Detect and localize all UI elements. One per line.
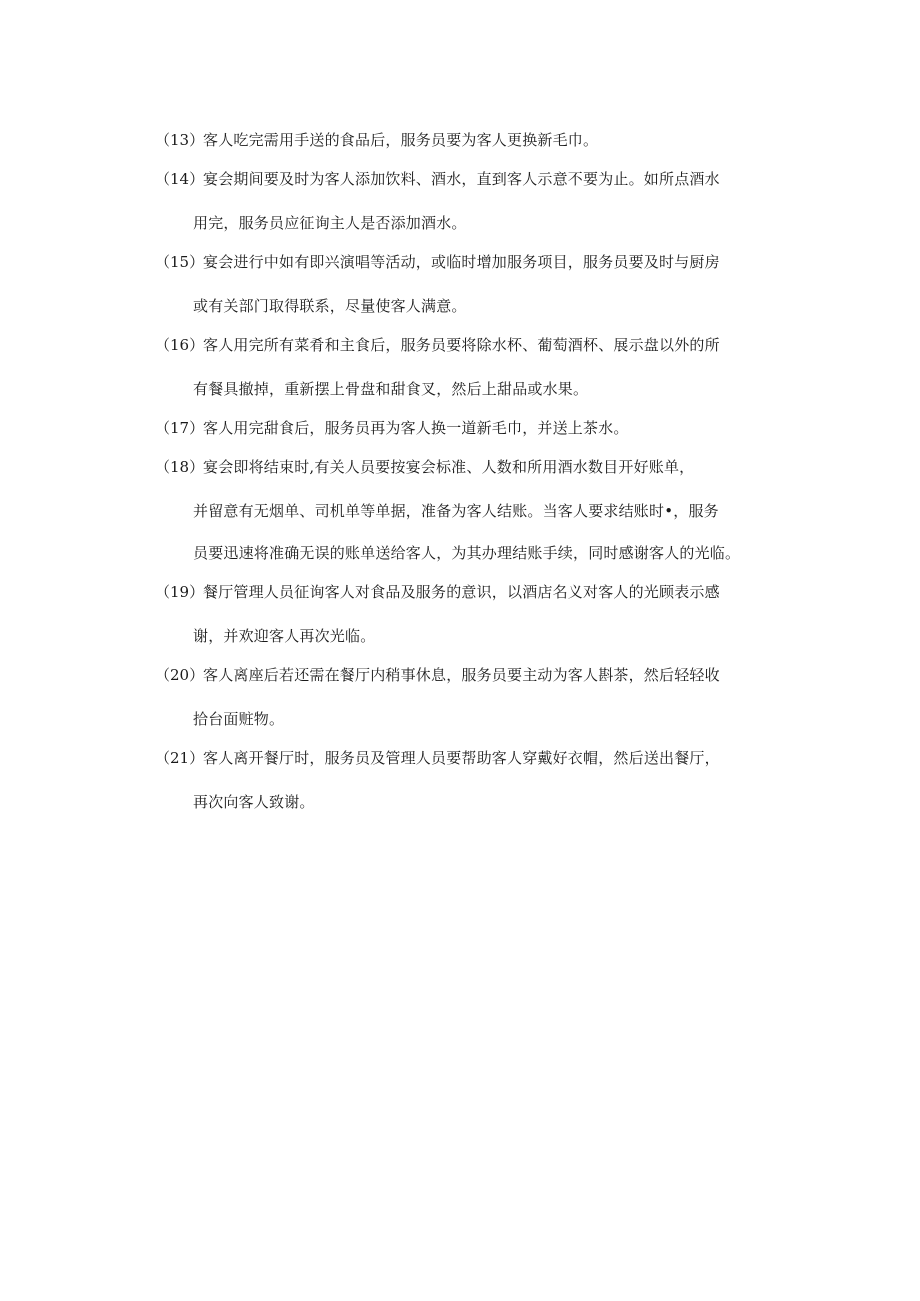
item-number: （20） [155, 666, 205, 684]
item-continuation-line: 有餐具撤掉，重新摆上骨盘和甜食叉，然后上甜品或水果。 [193, 380, 589, 398]
item-line [155, 661, 787, 689]
item-number: （15） [155, 253, 205, 271]
item-line [155, 744, 787, 772]
list-item-17 [155, 414, 787, 442]
item-line [155, 414, 787, 442]
item-text: 宴会期间要及时为客人添加饮料、酒水，直到客人示意不要为止。如所点酒水 [203, 170, 720, 188]
item-line [155, 453, 787, 481]
list-item-14 [155, 165, 787, 237]
item-line [155, 126, 787, 154]
item-continuation-line: 谢，并欢迎客人再次光临。 [193, 627, 376, 645]
item-line [155, 578, 787, 606]
list-item-15 [155, 248, 787, 320]
list-item-18 [155, 453, 787, 567]
item-text: 宴会即将结束时,有关人员要按宴会标准、人数和所用酒水数目开好账单， [203, 458, 695, 476]
item-line [155, 331, 787, 359]
item-continuation-line: 再次向客人致谢。 [193, 793, 315, 811]
item-text: 宴会进行中如有即兴演唱等活动，或临时增加服务项目，服务员要及时与厨房 [203, 253, 720, 271]
item-number: （17） [155, 419, 205, 437]
item-number: （18） [155, 458, 205, 476]
item-text: 客人离座后若还需在餐厅内稍事休息，服务员要主动为客人斟茶，然后轻轻收 [203, 666, 720, 684]
service-steps-list [155, 126, 787, 816]
item-text: 餐厅管理人员征询客人对食品及服务的意识，以酒店名义对客人的光顾表示感 [203, 583, 720, 601]
list-item-21 [155, 744, 787, 816]
item-continuation-line: 或有关部门取得联系，尽量使客人满意。 [193, 297, 467, 315]
item-text: 客人吃完需用手送的食品后，服务员要为客人更换新毛巾。 [203, 131, 599, 149]
list-item-16 [155, 331, 787, 403]
item-text: 客人用完所有菜肴和主食后，服务员要将除水杯、葡萄酒杯、展示盘以外的所 [203, 336, 720, 354]
list-item-19 [155, 578, 787, 650]
item-continuation-line: 员要迅速将准确无误的账单送给客人，为其办理结账手续，同时感谢客人的光临。 [193, 544, 741, 562]
item-continuation-line: 并留意有无烟单、司机单等单据，准备为客人结账。当客人要求结账时•，服务 [193, 502, 719, 520]
item-text: 客人离开餐厅时，服务员及管理人员要帮助客人穿戴好衣帽，然后送出餐厅， [203, 749, 720, 767]
list-item-20 [155, 661, 787, 733]
item-number: （14） [155, 170, 205, 188]
item-line [155, 165, 787, 193]
item-number: （19） [155, 583, 205, 601]
item-number: （13） [155, 131, 205, 149]
list-item-13 [155, 126, 787, 154]
item-number: （21） [155, 749, 205, 767]
item-line [155, 248, 787, 276]
item-continuation-line: 用完，服务员应征询主人是否添加酒水。 [193, 214, 467, 232]
item-continuation-line: 拾台面赃物。 [193, 710, 285, 728]
item-text: 客人用完甜食后，服务员再为客人换一道新毛巾，并送上茶水。 [203, 419, 629, 437]
item-number: （16） [155, 336, 205, 354]
